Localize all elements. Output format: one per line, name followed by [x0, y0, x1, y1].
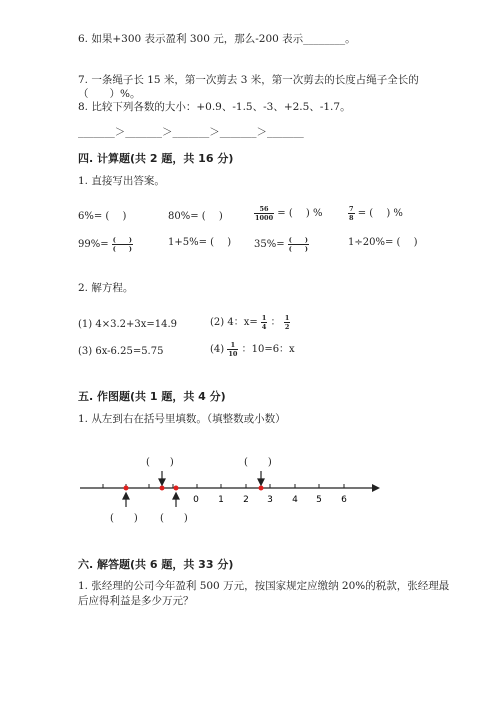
frac-denominator: 10 — [228, 350, 238, 358]
frac-denominator: 1000 — [255, 214, 274, 222]
frac-denominator: ( ) — [288, 245, 308, 253]
tick-5: 5 — [316, 495, 322, 505]
frac-numerator: ( ) — [288, 236, 308, 244]
calc-1-div-20pct: 1÷20%= ( ) — [348, 237, 418, 248]
section-4-q1: 1. 直接写出答案。 — [78, 175, 165, 187]
section-6-title: 六. 解答题(共 6 题，共 33 分) — [78, 558, 234, 571]
blank-paren-3: ( ) — [110, 513, 138, 524]
equation-4-rest: ：10=6：x — [241, 344, 295, 355]
section-5-q1: 1. 从左到右在括号里填数。（填整数或小数） — [78, 413, 286, 425]
tick-2: 2 — [243, 495, 249, 505]
blank-paren-4: ( ) — [160, 513, 188, 524]
frac-numerator: 1 — [261, 314, 267, 322]
section-4-q2: 2. 解方程。 — [78, 282, 134, 294]
calc-80pct: 80%= ( ) — [168, 211, 223, 222]
ratio-sep: ： — [270, 317, 281, 328]
point-c — [174, 486, 179, 491]
point-a — [124, 486, 129, 491]
calc-35pct-label: 35%= — [254, 239, 285, 250]
section-4-title: 四. 计算题(共 2 题，共 16 分) — [78, 152, 234, 165]
blank-paren-2: ( ) — [244, 457, 272, 468]
tick-3: 3 — [267, 495, 273, 505]
section-5-title: 五. 作图题(共 1 题，共 4 分) — [78, 390, 226, 403]
equation-1: (1) 4×3.2+3x=14.9 — [78, 319, 178, 330]
tick-4: 4 — [292, 495, 298, 505]
frac-numerator: 7 — [349, 205, 354, 213]
frac-denominator: 4 — [261, 323, 267, 331]
question-8: 8. 比较下列各数的大小：+0.9、-1.5、-3、+2.5、-1.7。 — [78, 101, 351, 113]
calc-99pct-label: 99%= — [78, 239, 109, 250]
section-6-q1-line1: 1. 张经理的公司今年盈利 500 万元，按国家规定应缴纳 20%的税款，张经理最 — [78, 580, 450, 592]
calc-7-8-rest: = ( ) % — [357, 208, 403, 219]
frac-numerator: 56 — [254, 205, 274, 214]
calc-35pct — [254, 236, 309, 253]
calc-6pct: 6%= ( ) — [78, 211, 127, 222]
equation-2 — [210, 314, 290, 331]
frac-numerator: 1 — [284, 314, 290, 322]
tick-0: 0 — [193, 495, 199, 505]
blank-paren-1: ( ) — [146, 457, 174, 468]
equation-2-label: (2) 4：x= — [210, 317, 258, 328]
calc-1-plus-5pct: 1+5%= ( ) — [168, 237, 232, 248]
tick-6: 6 — [341, 495, 347, 505]
calc-7-8 — [348, 205, 403, 222]
question-6: 6. 如果+300 表示盈利 300 元，那么-200 表示________。 — [78, 33, 356, 45]
arrowhead-icon — [372, 484, 380, 492]
calc-56-1000-rest: = ( ) % — [277, 208, 323, 219]
calc-56-1000 — [254, 205, 323, 222]
frac-numerator: ( ) — [112, 236, 132, 244]
calc-99pct — [78, 236, 133, 253]
frac-denominator: 8 — [349, 214, 354, 222]
question-7-line2: （ ）%。 — [78, 88, 141, 100]
frac-denominator: ( ) — [112, 245, 132, 253]
section-6-q1-line2: 后应得利益是多少万元？ — [78, 595, 194, 607]
question-8-blanks: _______＞_______＞_______＞_______＞_______ — [78, 126, 304, 138]
frac-denominator: 2 — [284, 323, 290, 331]
frac-numerator: 1 — [227, 341, 238, 350]
tick-1: 1 — [218, 495, 224, 505]
equation-3: (3) 6x-6.25=5.75 — [78, 346, 164, 357]
question-7-line1: 7. 一条绳子长 15 米，第一次剪去 3 米，第一次剪去的长度占绳子全长的 — [78, 74, 419, 86]
equation-4-label: (4) — [210, 344, 225, 355]
equation-4 — [210, 341, 295, 358]
